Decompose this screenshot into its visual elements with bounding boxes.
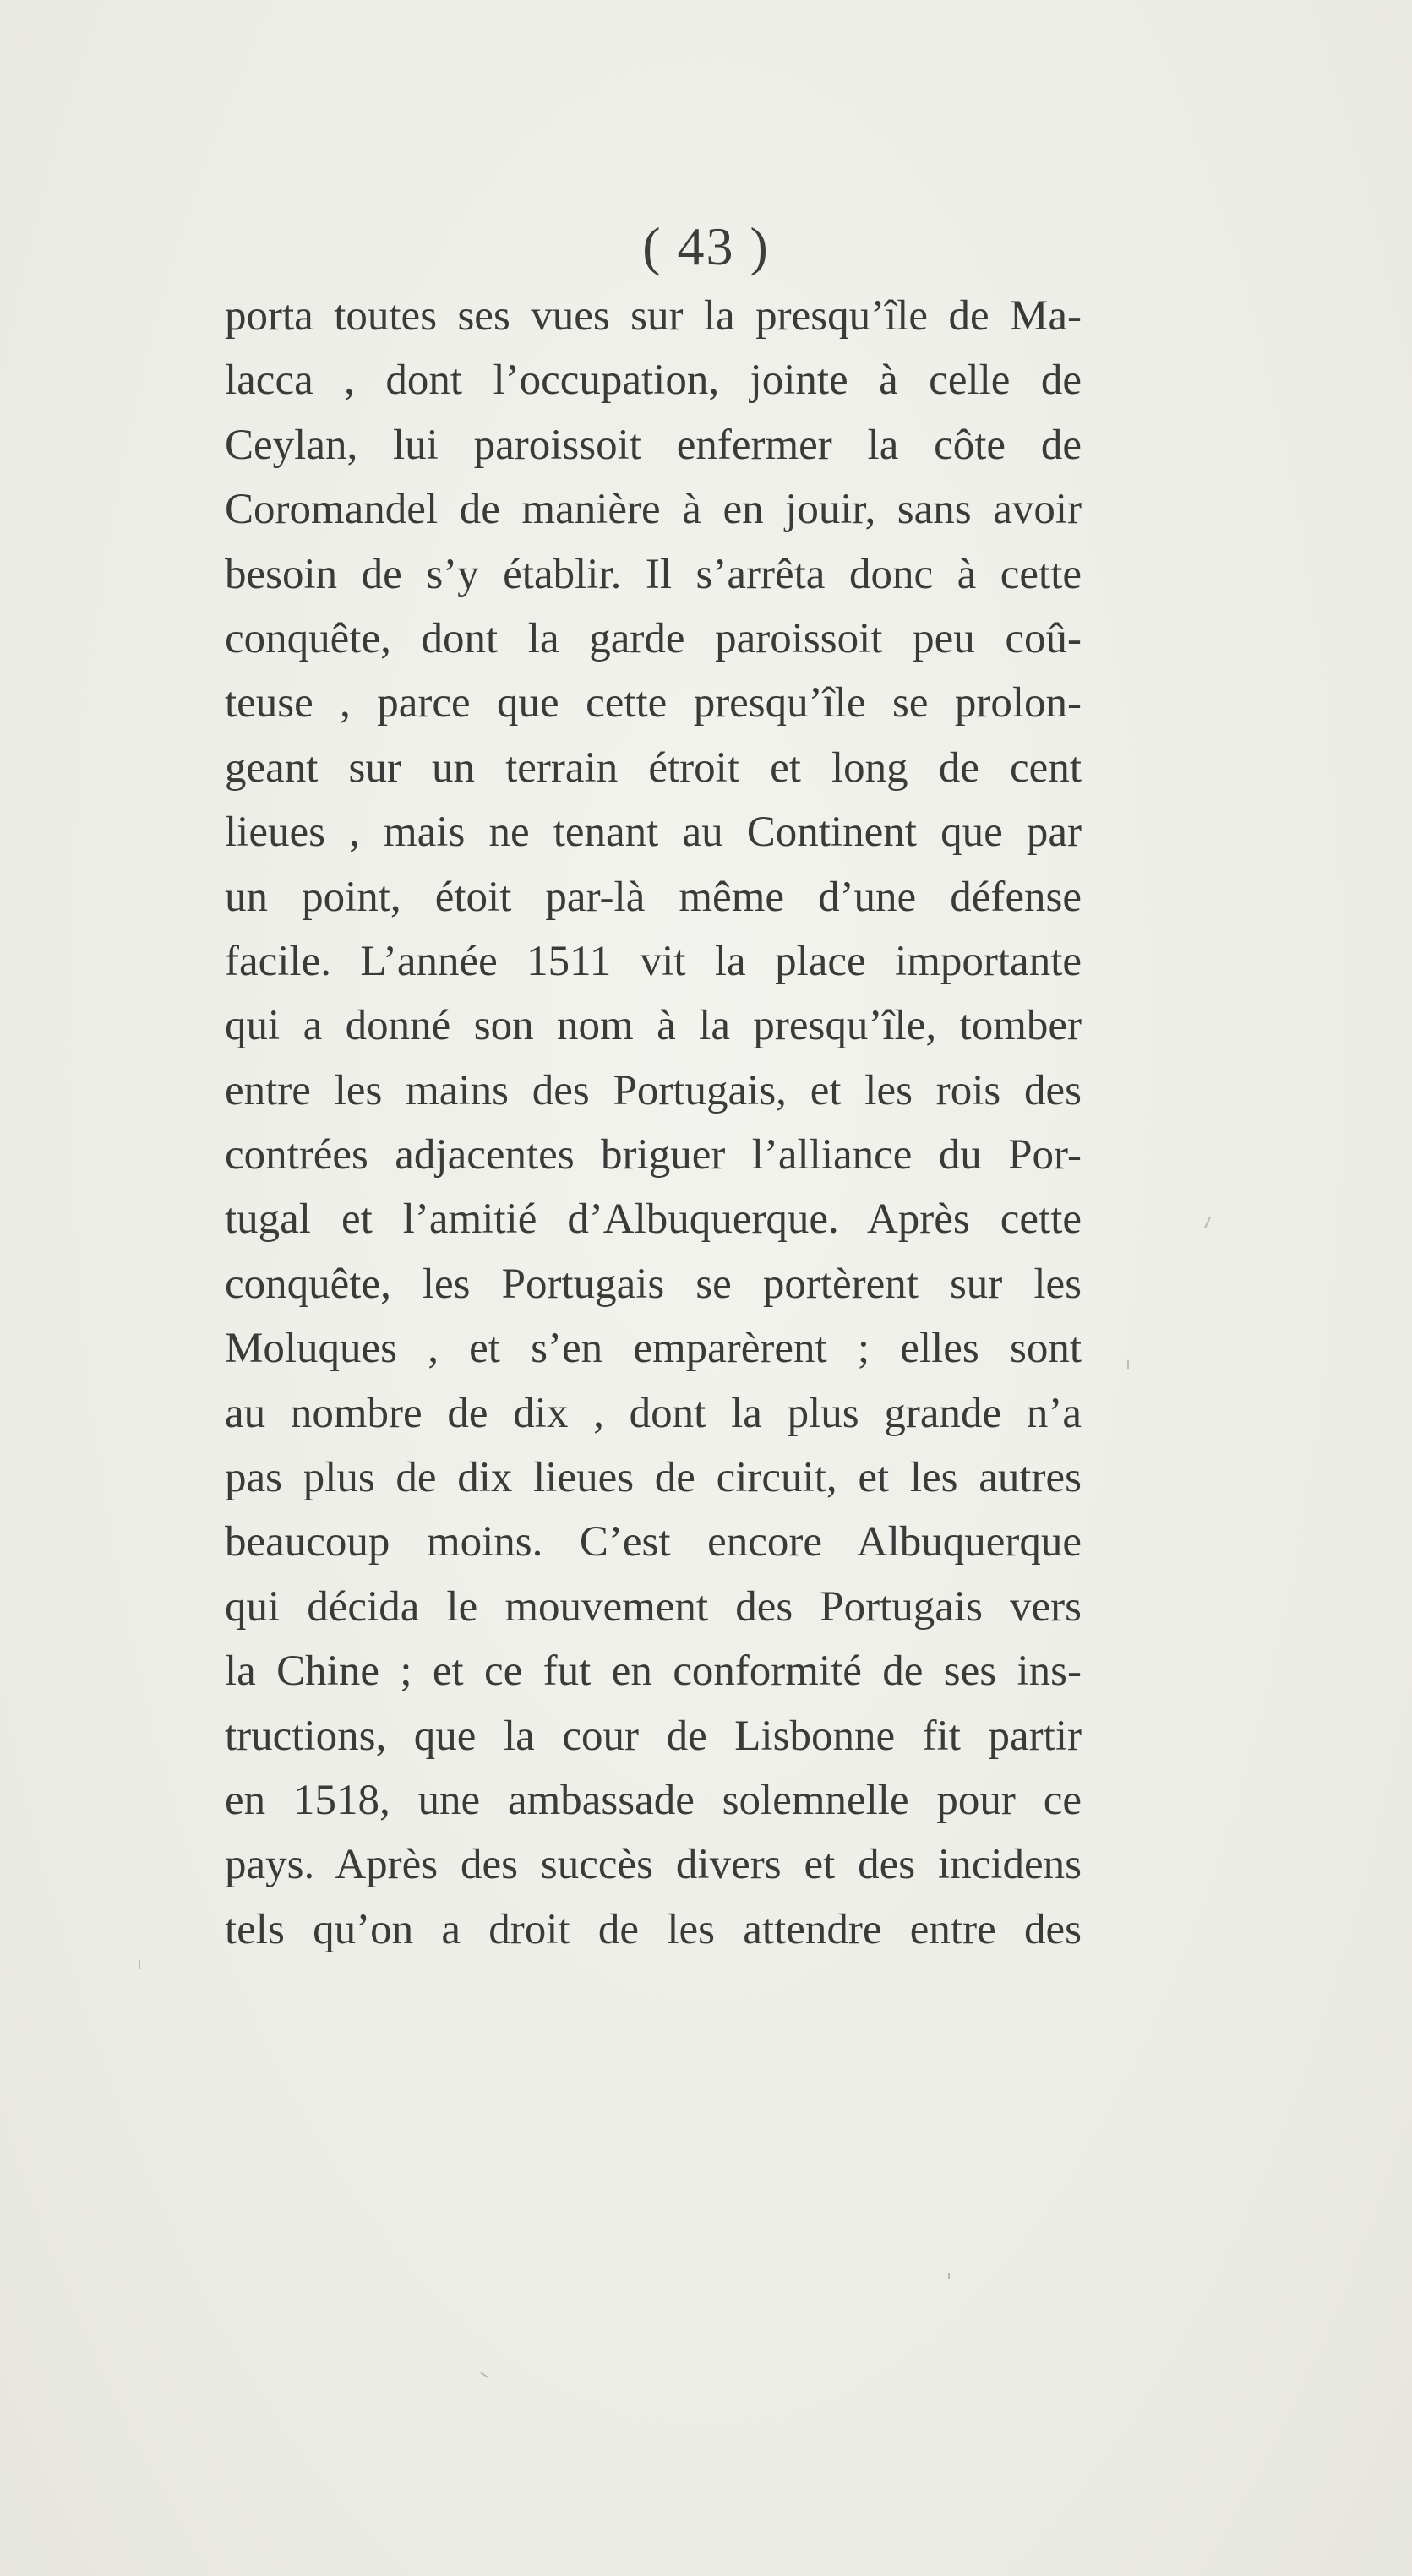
text-line: Coromandel de manière à en jouir, sans avoir [225, 486, 1082, 534]
text-line: un point, étoit par-là même d’une défense [225, 873, 1082, 921]
text-line: tugal et l’amitié d’Albuquerque. Après cette [225, 1195, 1082, 1244]
text-line: lieues , mais ne tenant au Continent que par [225, 809, 1082, 857]
text-line: besoin de s’y établir. Il s’arrêta donc à cette [225, 550, 1082, 598]
text-line: tructions, que la cour de Lisbonne fit partir [225, 1712, 1082, 1760]
text-line: entre les mains des Portugais, et les rois des [225, 1066, 1082, 1114]
text-line: pays. Après des succès divers et des incidens [225, 1841, 1082, 1889]
paper-speck [1204, 1217, 1211, 1228]
paper-speck [948, 2273, 950, 2279]
text-line: Ceylan, lui paroissoit enfermer la côte de [225, 421, 1082, 469]
text-line: teuse , parce que cette presqu’île se prolon- [225, 679, 1082, 727]
paper-speck [139, 1960, 140, 1969]
text-line: contrées adjacentes briguer l’alliance du Por- [225, 1131, 1082, 1179]
text-line: conquête, les Portugais se portèrent sur les [225, 1260, 1082, 1308]
text-line: facile. L’année 1511 vit la place importante [225, 937, 1082, 985]
text-line: conquête, dont la garde paroissoit peu coû- [225, 614, 1082, 662]
text-line: qui a donné son nom à la presqu’île, tomber [225, 1002, 1082, 1050]
page-number: ( 43 ) [642, 216, 770, 276]
text-line: geant sur un terrain étroit et long de cent [225, 743, 1082, 792]
text-line: beaucoup moins. C’est encore Albuquerque [225, 1518, 1082, 1566]
body-text [225, 284, 1082, 1962]
text-line: porta toutes ses vues sur la presqu’île de Ma- [225, 292, 1082, 340]
text-line: pas plus de dix lieues de circuit, et les autres [225, 1454, 1082, 1502]
text-line: la Chine ; et ce fut en conformité de ses ins- [225, 1647, 1082, 1696]
text-line: lacca , dont l’occupation, jointe à celle de [225, 357, 1082, 405]
paper-speck [1127, 1360, 1129, 1369]
text-line: tels qu’on a droit de les attendre entre des [225, 1905, 1082, 1953]
paper-speck [480, 2372, 488, 2377]
text-line: au nombre de dix , dont la plus grande n’a [225, 1389, 1082, 1437]
text-line: Moluques , et s’en emparèrent ; elles sont [225, 1325, 1082, 1373]
text-line: qui décida le mouvement des Portugais vers [225, 1582, 1082, 1631]
text-line: en 1518, une ambassade solemnelle pour ce [225, 1776, 1082, 1824]
